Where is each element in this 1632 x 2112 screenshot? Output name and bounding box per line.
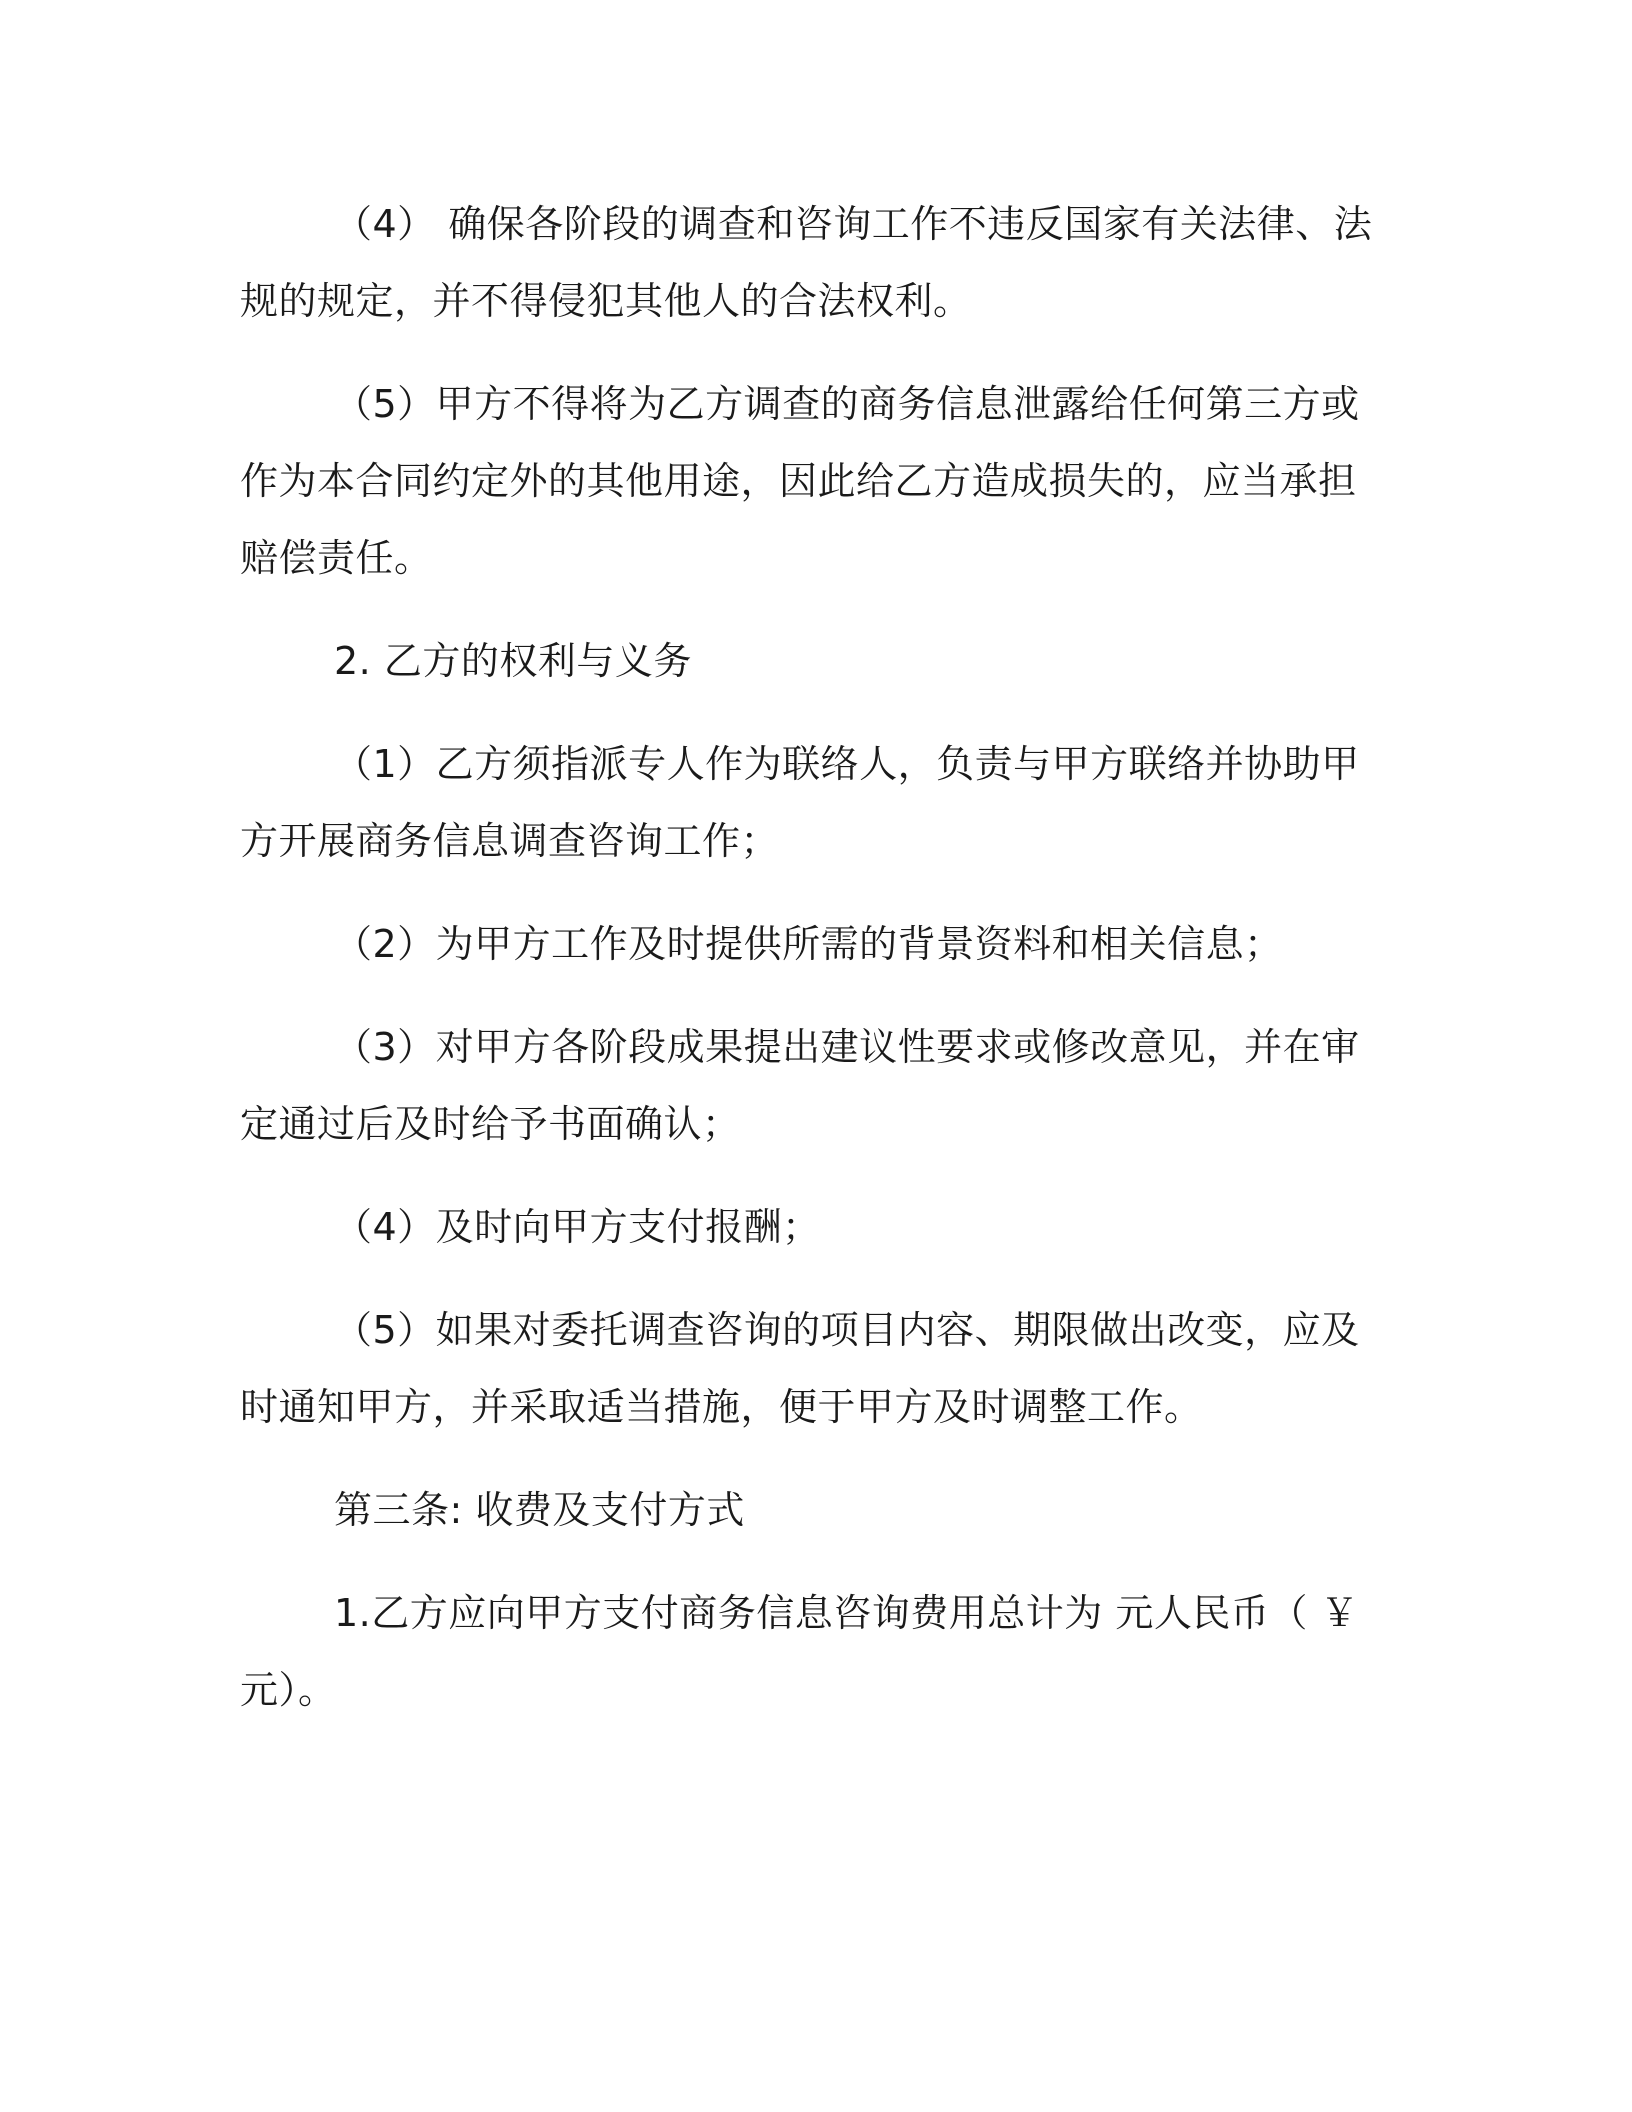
clause-party-b-item-1: （1）乙方须指派专人作为联络人，负责与甲方联络并协助甲方开展商务信息调查咨询工作； xyxy=(240,742,1360,863)
clause-party-b-item-5: （5）如果对委托调查咨询的项目内容、期限做出改变，应及时通知甲方，并采取适当措施，便于甲方及时调整工作。 xyxy=(240,1308,1360,1429)
clause-party-a-item-5: （5）甲方不得将为乙方调查的商务信息泄露给任何第三方或作为本合同约定外的其他用途，因此给乙方造成损失的，应当承担赔偿责任。 xyxy=(240,382,1360,580)
fee-clause-1: 1.乙方应向甲方支付商务信息咨询费用总计为 元人民币（ ￥ 元）。 xyxy=(240,1591,1359,1712)
article-three-heading: 第三条: 收费及支付方式 xyxy=(334,1488,745,1532)
clause-party-b-item-3: （3）对甲方各阶段成果提出建议性要求或修改意见，并在审定通过后及时给予书面确认； xyxy=(240,1025,1360,1146)
clause-party-b-item-2: （2）为甲方工作及时提供所需的背景资料和相关信息； xyxy=(334,922,1283,966)
clause-party-b-item-4: （4）及时向甲方支付报酬； xyxy=(334,1205,821,1249)
clause-party-a-item-4: （4） 确保各阶段的调查和咨询工作不违反国家有关法律、法规的规定，并不得侵犯其他人的合法权利。 xyxy=(240,202,1373,323)
document-body xyxy=(240,186,1376,1755)
section-heading-party-b-rights: 2. 乙方的权利与义务 xyxy=(334,639,692,683)
